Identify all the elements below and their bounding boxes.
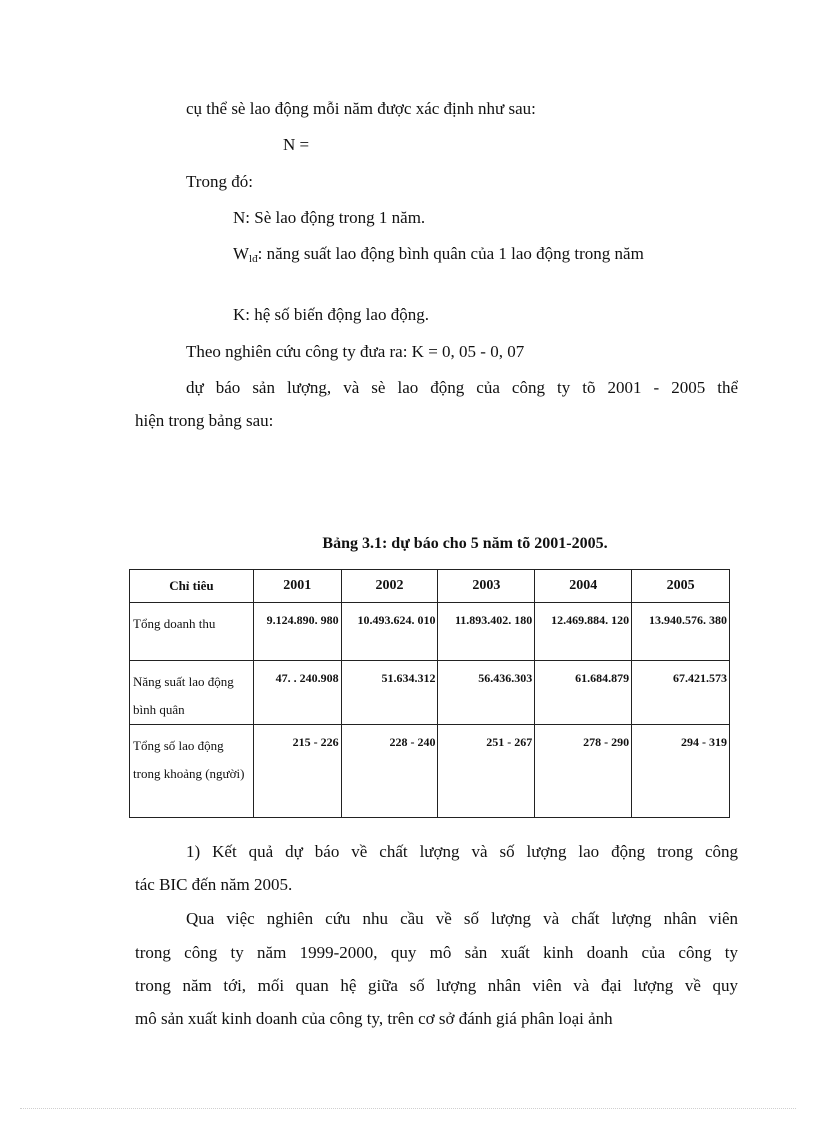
row-label: Năng suất lao động bình quân (130, 661, 254, 725)
w-symbol: W (233, 244, 250, 263)
text-line: 1) Kết quả dự báo về chất lượng và số lượng lao động trong công (186, 842, 738, 861)
forecast-table (129, 569, 730, 818)
table-header-row (130, 570, 730, 603)
text-line: hiện trong bảng sau: (135, 411, 274, 430)
table-cell: 11.893.402. 180 (438, 603, 535, 661)
header-cell: Chỉ tiêu (130, 570, 254, 603)
text-line: K: hệ số biến động lao động. (233, 305, 429, 324)
table-row (130, 725, 730, 818)
table-cell: 67.421.573 (632, 661, 730, 725)
text-line: trong năm tới, mối quan hệ giữa số lượng nhân viên và đại lượng về quy (135, 976, 738, 995)
row-label: Tổng số lao động trong khoảng (người) (130, 725, 254, 818)
text-line: dự báo sản lượng, và sè lao động của công ty tõ 2001 - 2005 thể (186, 378, 738, 397)
text-line: Trong đó: (186, 172, 253, 191)
header-cell: 2002 (341, 570, 438, 603)
table-cell: 56.436.303 (438, 661, 535, 725)
text-line: tác BIC đến năm 2005. (135, 875, 293, 894)
wld-definition: : năng suất lao động bình quân của 1 lao động trong năm (257, 244, 644, 263)
table-cell: 10.493.624. 010 (341, 603, 438, 661)
table-cell: 215 - 226 (253, 725, 341, 818)
text-line-wld (233, 243, 644, 270)
formula-n: N = (283, 135, 310, 154)
row-label: Tổng doanh thu (130, 603, 254, 661)
header-cell: 2004 (535, 570, 632, 603)
table-cell: 12.469.884. 120 (535, 603, 632, 661)
table-cell: 47. . 240.908 (253, 661, 341, 725)
table-cell: 228 - 240 (341, 725, 438, 818)
header-cell: 2003 (438, 570, 535, 603)
table-cell: 61.684.879 (535, 661, 632, 725)
text-line: Theo nghiên cứu công ty đưa ra: K = 0, 05 - 0, 07 (186, 342, 525, 361)
table-cell: 294 - 319 (632, 725, 730, 818)
table-cell: 13.940.576. 380 (632, 603, 730, 661)
text-line: trong công ty năm 1999-2000, quy mô sản xuất kinh doanh của công ty (135, 943, 738, 962)
table-cell: 251 - 267 (438, 725, 535, 818)
header-cell: 2001 (253, 570, 341, 603)
table-row (130, 661, 730, 725)
w-subscript: lđ (249, 253, 258, 265)
text-line: mô sản xuất kinh doanh của công ty, trên cơ sở đánh giá phân loại ảnh (135, 1009, 613, 1028)
table-cell: 278 - 290 (535, 725, 632, 818)
text-line: N: Sè lao động trong 1 năm. (233, 208, 426, 227)
table-row (130, 603, 730, 661)
text-line: Qua việc nghiên cứu nhu cầu về số lượng và chất lượng nhân viên (186, 909, 738, 928)
table-caption: Bảng 3.1: dự báo cho 5 năm tõ 2001-2005. (322, 535, 608, 552)
table-cell: 9.124.890. 980 (253, 603, 341, 661)
header-cell: 2005 (632, 570, 730, 603)
text-line: cụ thể sè lao động mỗi năm được xác định như sau: (186, 99, 536, 118)
table-cell: 51.634.312 (341, 661, 438, 725)
page-footer-divider (20, 1108, 796, 1109)
